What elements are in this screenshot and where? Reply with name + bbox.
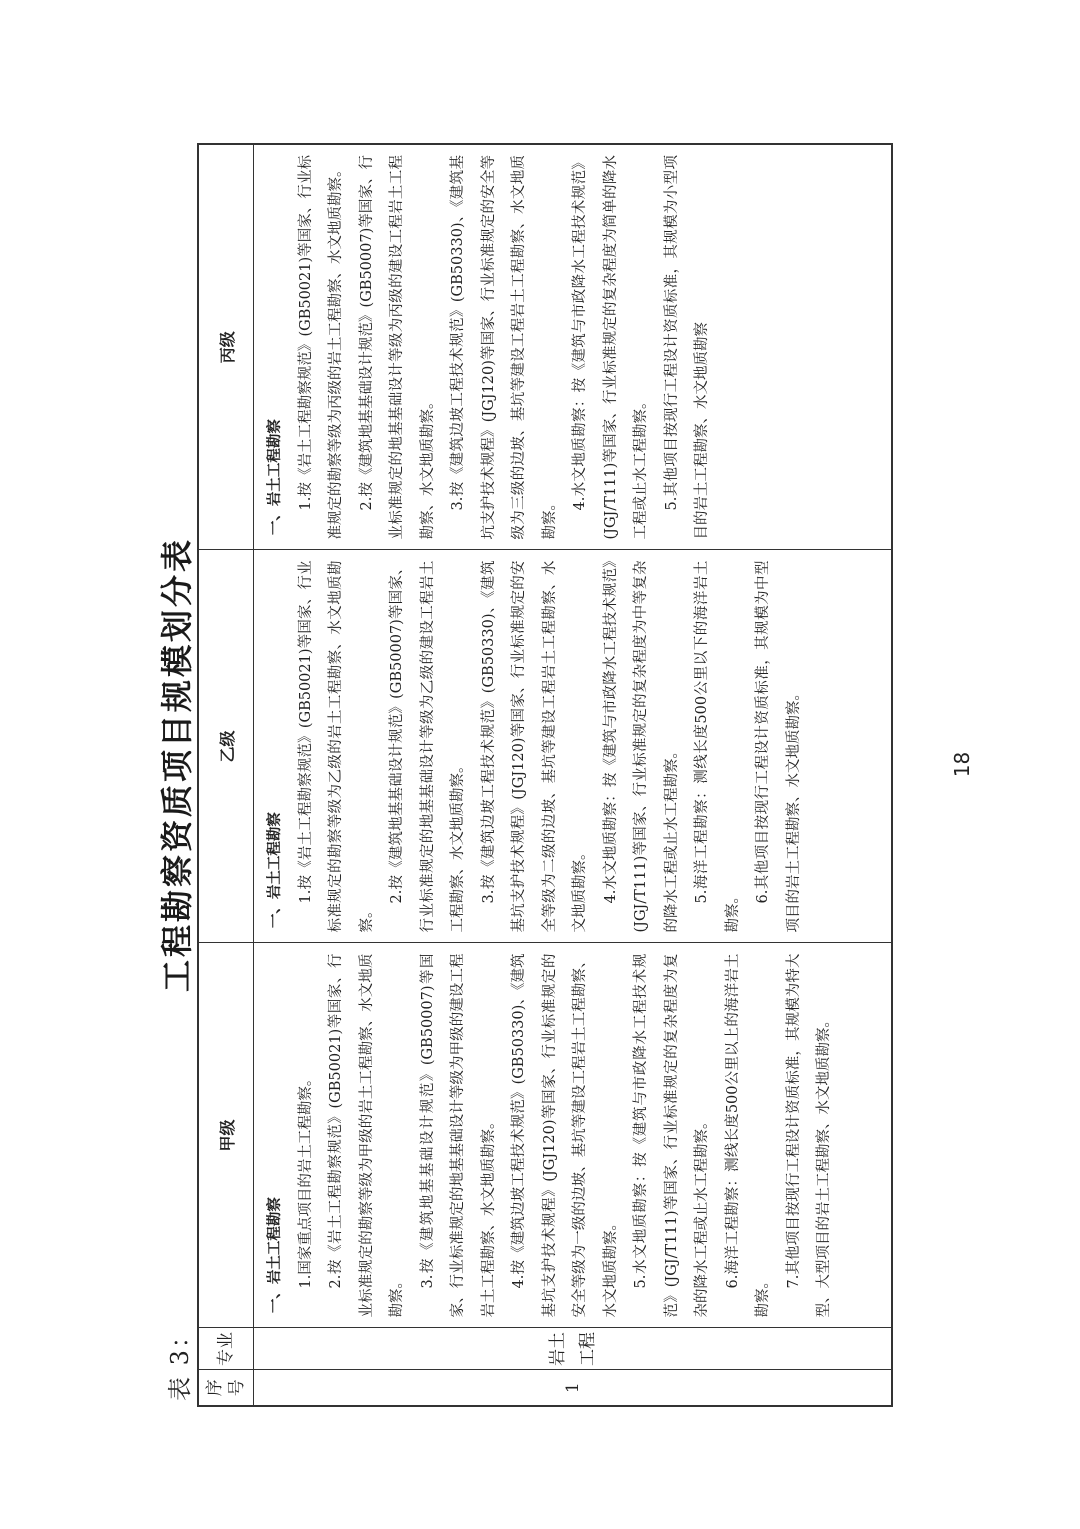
section-heading: 一、岩土工程勘察 <box>267 1197 283 1314</box>
list-item: 2.按《岩土工程勘察规范》(GB50021)等国家、行业标准规定的勘察等级为甲级的岩土工程勘察、水文地质勘察。 <box>328 953 405 1318</box>
list-item: 3.按《建筑边坡工程技术规范》(GB50330)、《建筑基坑支护技术规程》(JGJ120)等国家、行业标准规定的安全等级为三级的边坡、基坑等建设工程岩土工程勘察、水文地质勘察。 <box>450 155 558 540</box>
list-item: 5.水文地质勘察：按《建筑与市政降水工程技术规范》(JGJ/T111)等国家、行业标准规定的复杂程度为复杂的降水工程或止水工程勘察。 <box>633 953 710 1318</box>
cell-grade-bing <box>254 144 893 550</box>
header-grade-jia: 甲级 <box>198 943 254 1328</box>
qualification-scale-table <box>197 143 893 1407</box>
page-title: 工程勘察资质项目规模划分表 <box>158 537 196 993</box>
list-item: 7.其他项目按现行工程设计资质标准，其规模为特大型、大型项目的岩土工程勘察、水文地质勘察。 <box>785 953 832 1318</box>
list-item: 6.其他项目按现行工程设计资质标准，其规模为中型项目的岩土工程勘察、水文地质勘察。 <box>755 560 802 933</box>
list-item: 4.水文地质勘察：按《建筑与市政降水工程技术规范》(JGJ/T111)等国家、行业标准规定的复杂程度为中等复杂的降水工程或止水工程勘察。 <box>602 560 680 933</box>
list-item: 1.国家重点项目的岩土工程勘察。 <box>297 1071 314 1289</box>
table-header-row <box>198 144 254 1406</box>
list-item: 1.按《岩土工程勘察规范》(GB50021)等国家、行业标准规定的勘察等级为丙级的岩土工程勘察、水文地质勘察。 <box>297 155 344 540</box>
cell-grade-jia <box>254 943 893 1328</box>
header-seq: 序号 <box>198 1370 254 1406</box>
page-number: 18 <box>950 751 974 778</box>
row-specialty: 岩土工程 <box>254 1328 893 1370</box>
table-label: 表 3： <box>166 1322 194 1401</box>
list-item: 1.按《岩土工程勘察规范》(GB50021)等国家、行业标准规定的勘察等级为乙级的岩土工程勘察、水文地质勘察。 <box>297 560 375 933</box>
list-item: 6.海洋工程勘察：测线长度500公里以上的海洋岩土勘察。 <box>724 953 771 1318</box>
header-grade-yi: 乙级 <box>198 550 254 943</box>
list-item: 5.其他项目按现行工程设计资质标准，其规模为小型项目的岩土工程勘察、水文地质勘察 <box>663 155 710 540</box>
table-row <box>254 144 893 1406</box>
cell-grade-yi <box>254 550 893 943</box>
list-item: 4.水文地质勘察：按《建筑与市政降水工程技术规范》(JGJ/T111)等国家、行业标准规定的复杂程度为简单的降水工程或止水工程勘察。 <box>572 155 649 540</box>
list-item: 4.按《建筑边坡工程技术规范》(GB50330)、《建筑基坑支护技术规程》(JGJ120)等国家、行业标准规定的安全等级为一级的边坡、基坑等建设工程岩土工程勘察、水文地质勘察。 <box>511 953 619 1318</box>
section-heading: 一、岩土工程勘察 <box>267 419 283 536</box>
list-item: 2.按《建筑地基基础设计规范》(GB50007)等国家、行业标准规定的地基基础设计等级为乙级的建设工程岩土工程勘察、水文地质勘察。 <box>389 560 466 933</box>
list-item: 5.海洋工程勘察：测线长度500公里以下的海洋岩土勘察。 <box>694 560 741 933</box>
header-grade-bing: 丙级 <box>198 144 254 550</box>
section-heading: 一、岩土工程勘察 <box>267 812 283 929</box>
list-item: 3.按《建筑边坡工程技术规范》(GB50330)、《建筑基坑支护技术规程》(JGJ120)等国家、行业标准规定的安全等级为二级的边坡、基坑等建设工程岩土工程勘察、水文地质勘察。 <box>480 560 588 933</box>
header-specialty: 专业 <box>198 1328 254 1370</box>
row-seq: 1 <box>254 1370 893 1406</box>
list-item: 3.按《建筑地基基础设计规范》(GB50007)等国家、行业标准规定的地基基础设计等级为甲级的建设工程岩土工程勘察、水文地质勘察。 <box>419 953 497 1318</box>
list-item: 2.按《建筑地基基础设计规范》(GB50007)等国家、行业标准规定的地基基础设计等级为丙级的建设工程岩土工程勘察、水文地质勘察。 <box>358 155 436 540</box>
